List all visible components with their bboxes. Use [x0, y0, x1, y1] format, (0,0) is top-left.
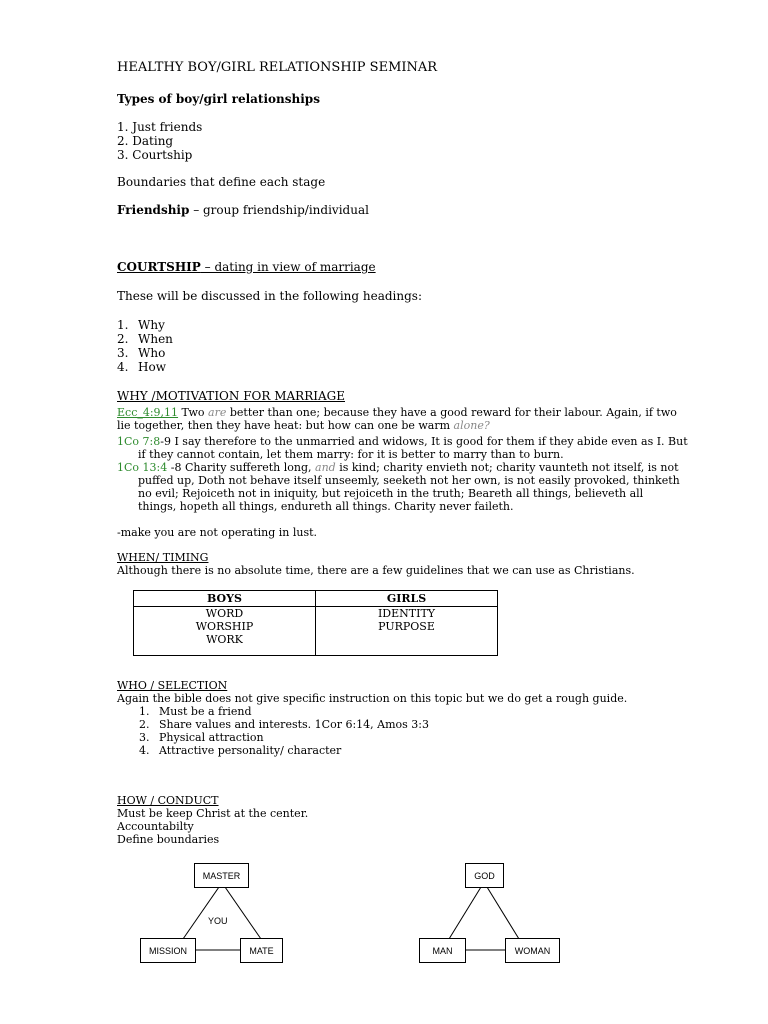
- verse-text: lie together, then they have heat: but how can one be warm: [117, 419, 454, 432]
- verse-1co13-line3: no evil; Rejoiceth not in iniquity, but rejoiceth in the truth; Beareth all things, believeth all: [138, 487, 644, 500]
- courtship-label: COURTSHIP: [117, 260, 201, 274]
- headings-intro: These will be discussed in the following headings:: [117, 289, 423, 303]
- who-item: Attractive personality/ character: [159, 744, 342, 757]
- verse-italic: are: [208, 406, 227, 419]
- who-item: Must be a friend: [159, 705, 252, 718]
- types-item: 1. Just friends: [117, 120, 203, 134]
- verse-text: Two: [178, 406, 209, 419]
- verse-italic: and: [315, 461, 336, 474]
- verse-1co13-line4: things, hopeth all things, endureth all things. Charity never faileth.: [138, 500, 514, 513]
- how-line: Define boundaries: [117, 833, 220, 846]
- diagram-mission-box: MISSION: [140, 938, 196, 963]
- verse-text: is kind; charity envieth not; charity vaunteth not itself, is not: [335, 461, 679, 474]
- table-header-boys: BOYS: [134, 591, 316, 607]
- when-heading: WHEN/ TIMING: [117, 551, 209, 564]
- who-num: 2.: [139, 718, 150, 731]
- who-heading: WHO / SELECTION: [117, 679, 228, 692]
- how-line: Accountabilty: [117, 820, 194, 833]
- verse-text: -9 I say therefore to the unmarried and widows, It is good for them if they abide even as I. But: [160, 435, 688, 448]
- diagram-you-label: YOU: [208, 916, 228, 926]
- heading-item: How: [138, 360, 166, 374]
- verse-ref[interactable]: 1Co 13:4: [117, 461, 168, 474]
- diagram-god-box: GOD: [465, 863, 504, 888]
- friendship-label: Friendship: [117, 203, 190, 217]
- heading-item: When: [138, 332, 173, 346]
- heading-num: 4.: [117, 360, 129, 374]
- who-text: Again the bible does not give specific instruction on this topic but we do get a rough guide.: [117, 692, 628, 705]
- diagram-woman-box: WOMAN: [505, 938, 560, 963]
- how-line: Must be keep Christ at the center.: [117, 807, 309, 820]
- types-item: 3. Courtship: [117, 148, 193, 162]
- why-heading: WHY /MOTIVATION FOR MARRIAGE: [117, 389, 345, 403]
- girls-item: PURPOSE: [378, 620, 435, 633]
- who-item: Share values and interests. 1Cor 6:14, Amos 3:3: [159, 718, 429, 731]
- boys-item: WORD: [205, 607, 244, 620]
- diagram-man-box: MAN: [419, 938, 466, 963]
- table-header-girls: GIRLS: [316, 591, 498, 607]
- who-num: 1.: [139, 705, 150, 718]
- verse-text: better than one; because they have a good reward for their labour. Again, if two: [226, 406, 677, 419]
- friendship-text: – group friendship/individual: [189, 203, 369, 217]
- diagram-mate-box: MATE: [240, 938, 283, 963]
- heading-num: 1.: [117, 318, 129, 332]
- who-item: Physical attraction: [159, 731, 264, 744]
- lust-note: -make you are not operating in lust.: [117, 526, 318, 539]
- girls-item: IDENTITY: [377, 607, 436, 620]
- types-item: 2. Dating: [117, 134, 174, 148]
- courtship-text: – dating in view of marriage: [200, 260, 376, 274]
- boys-item: WORK: [206, 633, 243, 646]
- when-text: Although there is no absolute time, there are a few guidelines that we can use as Christians.: [117, 564, 635, 577]
- heading-num: 3.: [117, 346, 129, 360]
- who-num: 4.: [139, 744, 150, 757]
- who-num: 3.: [139, 731, 150, 744]
- verse-text: -8 Charity suffereth long,: [167, 461, 316, 474]
- verse-1co13-line2: puffed up, Doth not behave itself unseemly, seeketh not her own, is not easily provoked, thinketh: [138, 474, 680, 487]
- boundaries-line: Boundaries that define each stage: [117, 175, 326, 189]
- boys-item: WORSHIP: [195, 620, 254, 633]
- how-heading: HOW / CONDUCT: [117, 794, 219, 807]
- document-title: HEALTHY BOY/GIRL RELATIONSHIP SEMINAR: [117, 60, 438, 75]
- diagram-master-box: MASTER: [194, 863, 249, 888]
- verse-1co7-line2: if they cannot contain, let them marry: for it is better to marry than to burn.: [138, 448, 564, 461]
- heading-num: 2.: [117, 332, 129, 346]
- types-heading: Types of boy/girl relationships: [117, 92, 320, 106]
- verse-ref[interactable]: 1Co 7:8: [117, 435, 161, 448]
- verse-ref-link[interactable]: Ecc_4:9,11: [117, 406, 179, 419]
- heading-item: Who: [138, 346, 166, 360]
- verse-italic: alone?: [453, 419, 490, 432]
- heading-item: Why: [138, 318, 165, 332]
